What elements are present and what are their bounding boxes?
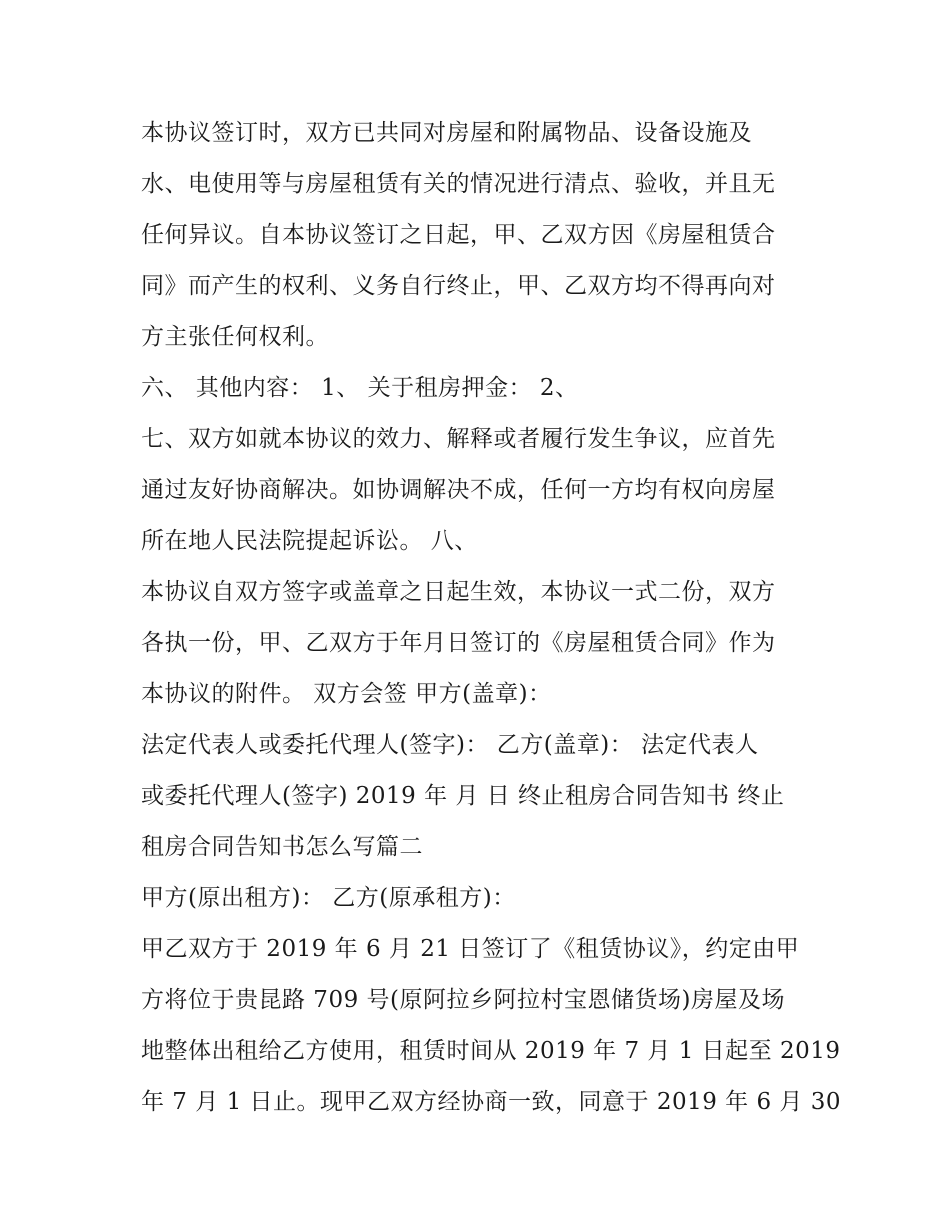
text-line-8: 通过友好协商解决。如协调解决不成，任何一方均有权向房屋 (141, 477, 776, 503)
document-body (141, 108, 841, 1128)
text-line-19: 地整体出租给乙方使用，租赁时间从 2019 年 7 月 1 日起至 2019 (141, 1038, 841, 1064)
text-line-14: 或委托代理人(签字) 2019 年 月 日 终止租房合同告知书 终止 (141, 783, 785, 809)
text-line-10: 本协议自双方签字或盖章之日起生效，本协议一式二份，双方 (141, 579, 776, 605)
text-line-2: 水、电使用等与房屋租赁有关的情况进行清点、验收，并且无 (141, 171, 776, 197)
text-line-13: 法定代表人或委托代理人(签字)： 乙方(盖章)： 法定代表人 (141, 732, 759, 758)
text-line-11: 各执一份，甲、乙双方于年月日签订的《房屋租赁合同》作为 (141, 630, 776, 656)
text-line-5: 方主张任何权利。 (141, 324, 329, 350)
text-line-15: 租房合同告知书怎么写篇二 (141, 834, 423, 860)
text-line-1: 本协议签订时，双方已共同对房屋和附属物品、设备设施及 (141, 120, 752, 146)
text-line-9: 所在地人民法院提起诉讼。 八、 (141, 528, 478, 554)
text-line-12: 本协议的附件。 双方会签 甲方(盖章)： (141, 681, 552, 707)
text-line-6: 六、 其他内容： 1、 关于租房押金： 2、 (141, 375, 579, 401)
text-line-16: 甲方(原出租方)： 乙方(原承租方)： (141, 885, 516, 911)
text-line-7: 七、双方如就本协议的效力、解释或者履行发生争议，应首先 (141, 426, 776, 452)
text-line-4: 同》而产生的权利、义务自行终止，甲、乙双方均不得再向对 (141, 273, 776, 299)
text-line-17: 甲乙双方于 2019 年 6 月 21 日签订了《租赁协议》，约定由甲 (141, 936, 800, 962)
text-line-18: 方将位于贵昆路 709 号(原阿拉乡阿拉村宝恩储货场)房屋及场 (141, 987, 785, 1013)
text-line-3: 任何异议。自本协议签订之日起，甲、乙双方因《房屋租赁合 (141, 222, 776, 248)
text-line-20: 年 7 月 1 日止。现甲乙双方经协商一致，同意于 2019 年 6 月 30 (141, 1089, 841, 1115)
